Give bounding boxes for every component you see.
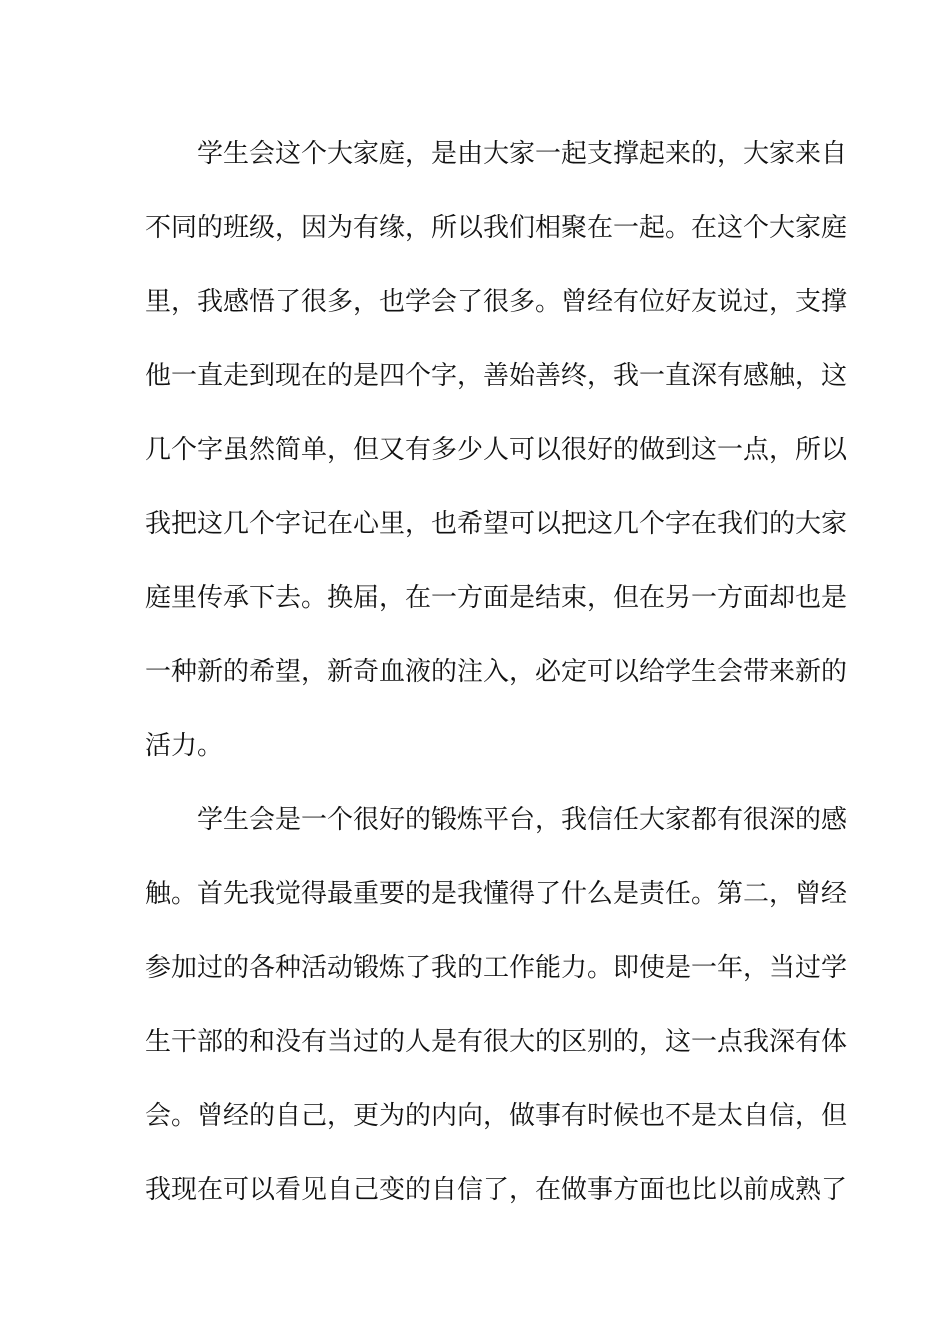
text-line: 他一直走到现在的是四个字，善始善终，我一直深有感触，这 <box>145 361 848 391</box>
text-line: 活力。 <box>145 731 224 761</box>
document-body <box>145 128 848 1238</box>
text-line: 几个字虽然简单，但又有多少人可以很好的做到这一点，所以 <box>145 435 848 465</box>
text-line: 学生会这个大家庭，是由大家一起支撑起来的，大家来自 <box>197 139 848 169</box>
text-line: 生干部的和没有当过的人是有很大的区别的，这一点我深有体 <box>145 1027 848 1057</box>
paragraph-2 <box>145 794 848 1238</box>
text-line: 学生会是一个很好的锻炼平台，我信任大家都有很深的感 <box>197 805 848 835</box>
text-line: 我现在可以看见自己变的自信了，在做事方面也比以前成熟了 <box>145 1175 848 1205</box>
text-line: 参加过的各种活动锻炼了我的工作能力。即使是一年，当过学 <box>145 953 848 983</box>
text-line: 里，我感悟了很多，也学会了很多。曾经有位好友说过，支撑 <box>145 287 848 317</box>
paragraph-1 <box>145 128 848 794</box>
text-line: 我把这几个字记在心里，也希望可以把这几个字在我们的大家 <box>145 509 848 539</box>
text-line: 触。首先我觉得最重要的是我懂得了什么是责任。第二，曾经 <box>145 879 848 909</box>
text-line: 一种新的希望，新奇血液的注入，必定可以给学生会带来新的 <box>145 657 848 687</box>
text-line: 庭里传承下去。换届，在一方面是结束，但在另一方面却也是 <box>145 583 848 613</box>
text-line: 会。曾经的自己，更为的内向，做事有时候也不是太自信，但 <box>145 1101 848 1131</box>
text-line: 不同的班级，因为有缘，所以我们相聚在一起。在这个大家庭 <box>145 213 848 243</box>
